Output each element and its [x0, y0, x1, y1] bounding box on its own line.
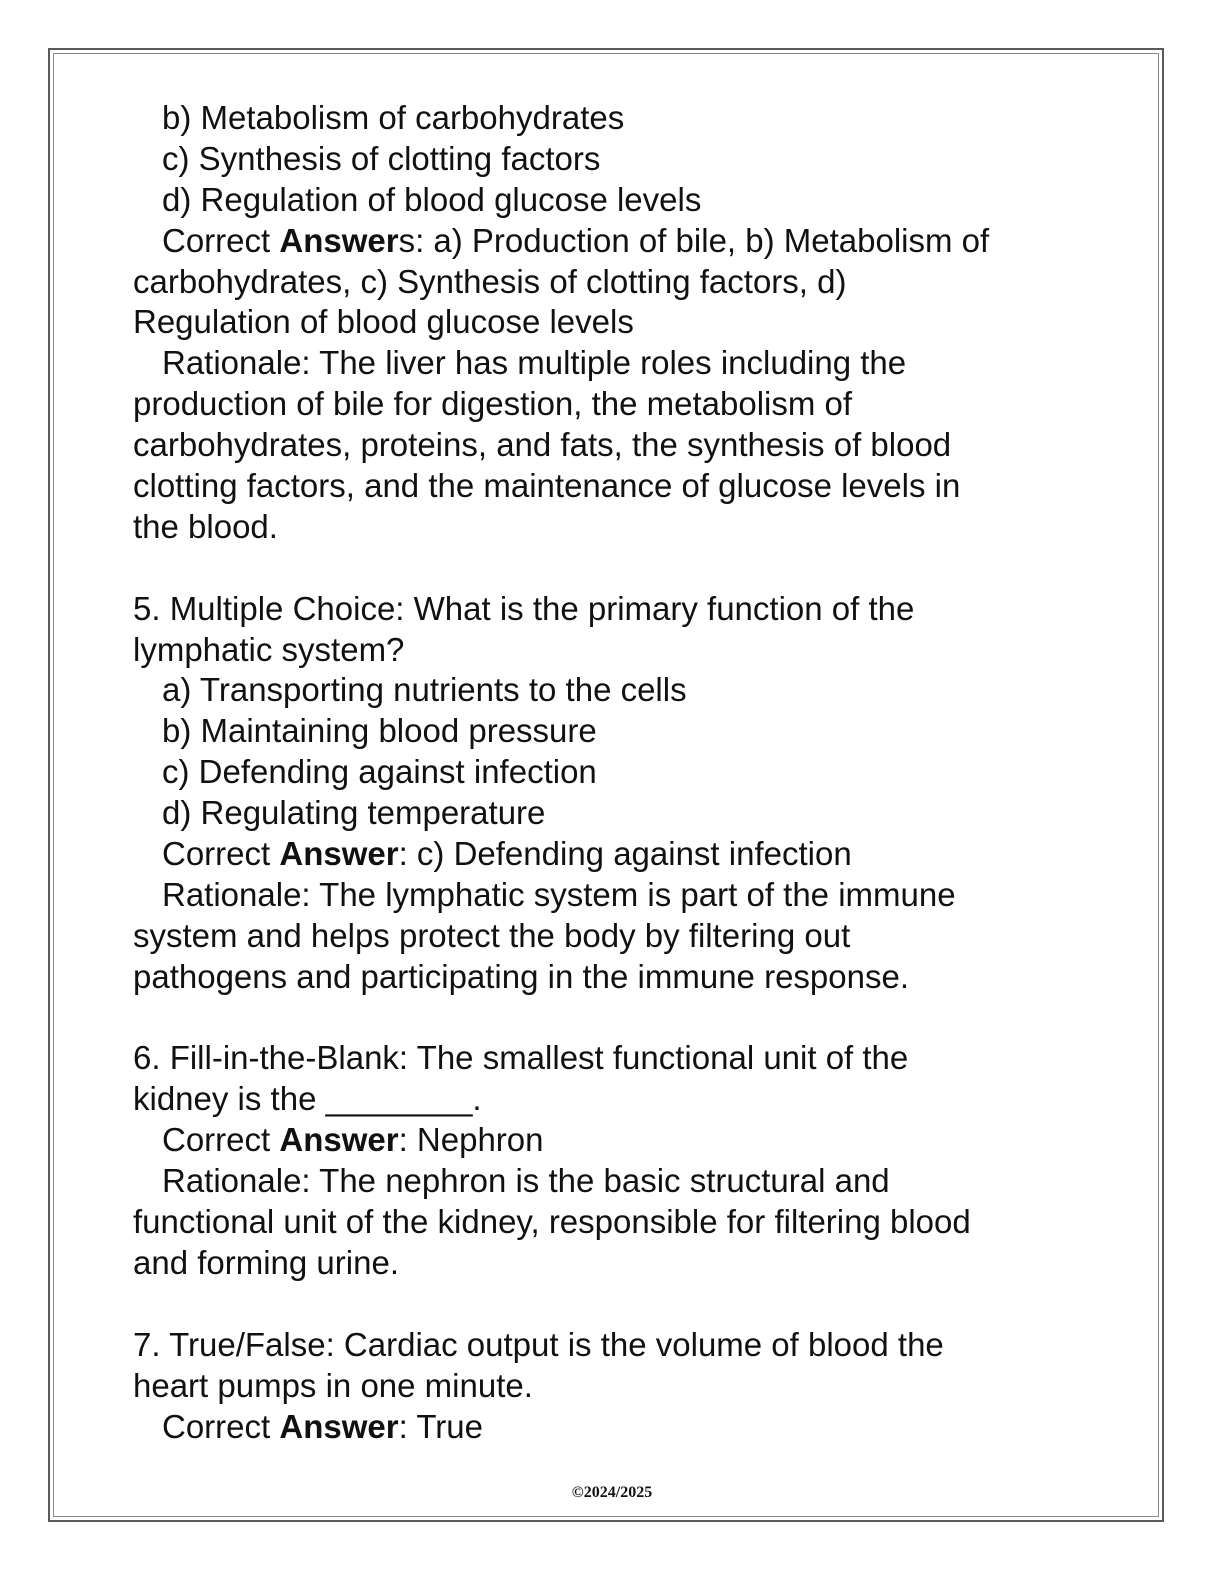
question-text: 7. True/False: Cardiac output is the volume of blood the — [133, 1325, 944, 1363]
answer-keyword: Answer — [279, 221, 399, 259]
question-6-block — [133, 1038, 1083, 1283]
question-text: heart pumps in one minute. — [133, 1366, 533, 1404]
rationale-line: system and helps protect the body by filtering out — [133, 916, 851, 954]
question-text: kidney is the ________. — [133, 1080, 482, 1118]
rationale-line: functional unit of the kidney, responsible for filtering blood — [133, 1203, 971, 1241]
option-d: d) Regulating temperature — [162, 794, 546, 832]
option-d: d) Regulation of blood glucose levels — [162, 180, 702, 218]
option-c: c) Defending against infection — [162, 753, 597, 791]
correct-answer — [133, 1120, 1083, 1161]
correct-answer — [133, 834, 1083, 875]
rationale-line: production of bile for digestion, the metabolism of — [133, 385, 853, 423]
option-c: c) Synthesis of clotting factors — [162, 139, 601, 177]
rationale-line: Rationale: The liver has multiple roles including the — [162, 344, 907, 382]
spacer — [133, 548, 1083, 589]
rationale-line: clotting factors, and the maintenance of glucose levels in — [133, 467, 961, 505]
rationale-line: carbohydrates, proteins, and fats, the synthesis of blood — [133, 426, 952, 464]
answer-keyword: Answer — [279, 835, 399, 873]
answer-prefix: Correct — [162, 1407, 280, 1445]
option-b: b) Maintaining blood pressure — [162, 712, 597, 750]
answer-text: : True — [398, 1407, 483, 1445]
answer-prefix: Correct — [162, 1121, 280, 1159]
document-body — [133, 98, 1083, 1447]
answer-text: s: a) Production of bile, b) Metabolism of — [398, 221, 990, 259]
copyright-footer: ©2024/2025 — [571, 1484, 653, 1501]
answer-text: : Nephron — [398, 1121, 544, 1159]
answer-text: : c) Defending against infection — [398, 835, 852, 873]
rationale-line: the blood. — [133, 507, 278, 545]
spacer — [133, 998, 1083, 1039]
answer-continuation: carbohydrates, c) Synthesis of clotting factors, d) — [133, 262, 847, 300]
answer-prefix: Correct — [162, 835, 280, 873]
question-7-block — [133, 1325, 1083, 1448]
answer-keyword: Answer — [279, 1407, 399, 1445]
rationale-line: Rationale: The lymphatic system is part of the immune — [162, 875, 956, 913]
question-text: 6. Fill-in-the-Blank: The smallest functional unit of the — [133, 1039, 909, 1077]
correct-answer — [133, 221, 1083, 262]
option-a: a) Transporting nutrients to the cells — [162, 671, 687, 709]
answer-continuation: Regulation of blood glucose levels — [133, 303, 634, 341]
rationale-line: Rationale: The nephron is the basic structural and — [162, 1162, 890, 1200]
rationale-line: pathogens and participating in the immune response. — [133, 957, 909, 995]
question-5-block — [133, 589, 1083, 998]
correct-answer — [133, 1407, 1083, 1448]
question-4-block — [133, 98, 1083, 548]
question-text: lymphatic system? — [133, 630, 405, 668]
spacer — [133, 1284, 1083, 1325]
rationale-line: and forming urine. — [133, 1243, 399, 1281]
option-b: b) Metabolism of carbohydrates — [162, 99, 625, 136]
question-text: 5. Multiple Choice: What is the primary function of the — [133, 589, 915, 627]
answer-prefix: Correct — [162, 221, 280, 259]
answer-keyword: Answer — [279, 1121, 399, 1159]
